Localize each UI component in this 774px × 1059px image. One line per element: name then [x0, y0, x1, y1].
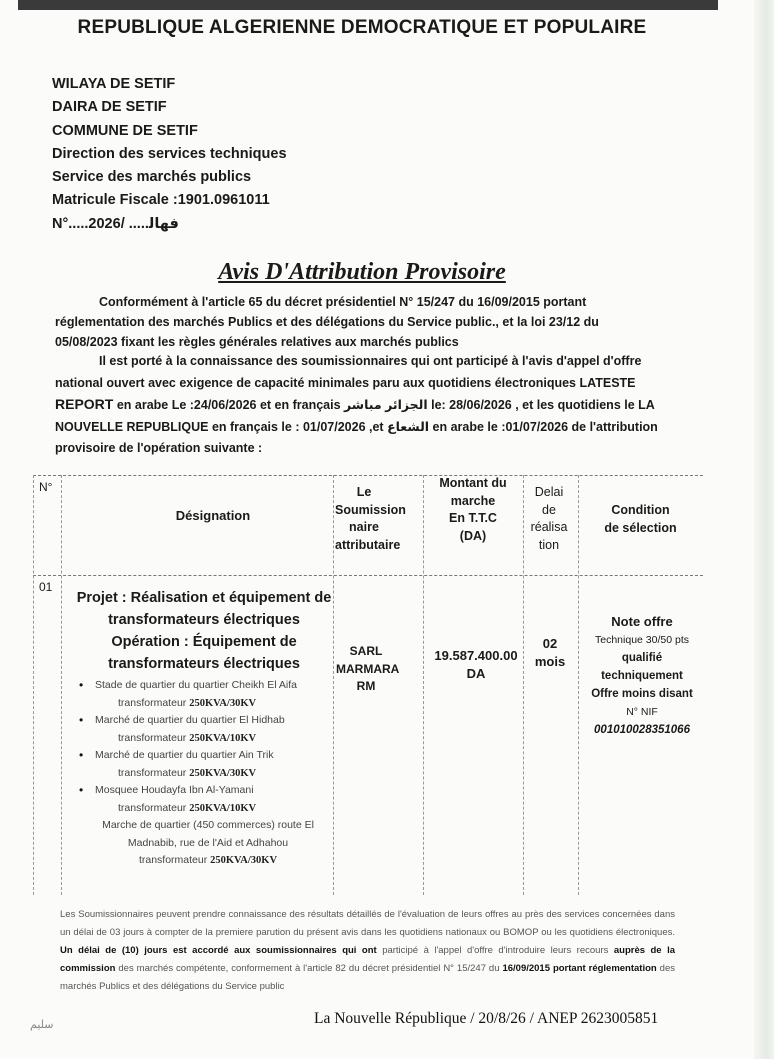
header-text: Le [356, 485, 372, 499]
condition-text: Offre moins disant [591, 688, 693, 700]
publication-source: La Nouvelle République / 20/8/26 / ANEP 2623005851 [314, 1010, 659, 1027]
reference-number: N°.....ﻓﻬﺎﻟ..... /2026 [52, 215, 179, 232]
header-text: attributaire [335, 537, 401, 552]
list-item: • Stade de quartier du quartier Cheikh El Aifa [73, 677, 335, 695]
header-number: N° [39, 480, 53, 494]
row-number: 01 [39, 580, 53, 594]
header-text: naire [349, 520, 379, 534]
header-text: Montant du [439, 476, 507, 490]
list-item: • Mosquee Houdayfa Ibn Al-Yamani [73, 782, 335, 800]
header-text: réalisa [530, 520, 568, 534]
intro-text: NOUVELLE REPUBLIQUE en français le : 01/07/2026 ,et [55, 419, 388, 434]
spec-prefix: transformateur [118, 766, 190, 779]
condition-text: qualifié [621, 652, 663, 664]
intro-line: national ouvert avec exigence de capacité minimales paru aux quotidiens électroniques LATESTE [55, 375, 636, 390]
matricule-line: Matricule Fiscale :1901.0961011 [52, 192, 270, 209]
intro-line: 05/08/2023 fixant les règles générales relatives aux marchés publics [55, 335, 459, 349]
issuer-block [52, 73, 287, 236]
footnote-text: des marchés Publics et des délégations du Service public [60, 963, 675, 992]
spec-prefix: transformateur [118, 731, 190, 744]
intro-line [55, 394, 675, 417]
operation-line: Opération : Équipement de [111, 634, 297, 650]
list-item: Marche de quartier (450 commerces) route El [102, 819, 314, 831]
condition-text: techniquement [601, 670, 683, 682]
operation-line: transformateurs électriques [108, 656, 300, 672]
condition-text: Technique 30/50 pts [595, 634, 689, 646]
header-soumissionnaire [335, 484, 406, 554]
delay-unit: mois [534, 653, 566, 669]
footnote [60, 906, 675, 996]
contractor-text: MARMARA [336, 661, 400, 676]
table-header-divider [33, 575, 703, 576]
amount-currency: DA [466, 665, 486, 681]
intro-text: le: 28/06/2026 , et les quotidiens le LA [427, 398, 655, 412]
contractor-text: RM [356, 679, 376, 693]
condition-text: N° NIF [626, 706, 658, 718]
footnote-text: participé à l'appel d'offre d'introduire leurs recours [376, 945, 614, 956]
spec-value: 250KVA/30KV [189, 767, 257, 779]
wilaya-line: WILAYA DE SETIF [52, 76, 176, 92]
list-item: Madnabib, rue de l'Aid et Adhahou [127, 836, 289, 849]
scan-top-bar [18, 0, 718, 10]
footnote-bold: 16/09/2015 portant réglementation [502, 963, 657, 974]
footnote-bold: auprès de la commission [60, 945, 675, 974]
row-designation [73, 587, 335, 870]
header-text: marche [450, 493, 496, 508]
intro-paragraph-2 [55, 351, 675, 460]
footnote-text: Les Soumissionnaires peuvent prendre connaissance des résultats détaillés de l'évaluation de leurs offres au près des services concernées dans un délai de 03 jours à compter de la premiere parution du présent avis dans les quotidiens nationaux ou BOMOP ou les quotidiens électroniques. [60, 909, 675, 938]
table-col-line [423, 475, 424, 895]
header-designation: Désignation [175, 508, 251, 523]
spec-prefix: transformateur [118, 696, 190, 709]
header-delai [525, 484, 573, 554]
header-montant [425, 475, 521, 545]
table-col-line [61, 475, 62, 895]
newspaper-name: REPORT [55, 396, 114, 412]
intro-text: en arabe le :01/07/2026 de l'attribution [429, 419, 658, 434]
site-list [73, 677, 335, 870]
transformer-spec [73, 730, 335, 748]
transformer-spec [73, 852, 335, 870]
table-border-top [33, 475, 703, 476]
spec-value: 250KVA/30KV [189, 697, 257, 709]
table-col-line [33, 475, 34, 895]
commune-line: COMMUNE DE SETIF [52, 122, 198, 139]
contractor-text: SARL [349, 644, 383, 658]
header-text: de [542, 502, 556, 517]
intro-line [55, 417, 675, 439]
header-text: Condition [611, 503, 670, 517]
transformer-spec [73, 765, 335, 783]
intro-line: provisoire de l'opération suivante : [55, 441, 263, 455]
row-montant [426, 647, 526, 682]
list-item: • Marché de quartier du quartier Ain Trik [73, 747, 335, 765]
table-col-line [578, 475, 579, 895]
attribution-table [33, 475, 703, 905]
amount-value: 19.587.400.00 [434, 648, 518, 663]
intro-text: en arabe Le :24/06/2026 et en français [113, 398, 345, 412]
header-condition [588, 502, 693, 537]
spec-prefix: transformateur [138, 854, 211, 866]
notice-title: Avis D'Attribution Provisoire [218, 259, 506, 285]
intro-line: Conformément à l'article 65 du décret présidentiel N° 15/247 du 16/09/2015 portant [99, 295, 587, 309]
arabic-newspaper-name: الجزائر مباشر [344, 398, 428, 412]
daira-line: DAIRA DE SETIF [52, 99, 167, 116]
row-delai [527, 635, 573, 670]
scan-right-edge [754, 0, 774, 1059]
header-text: de sélection [604, 520, 677, 535]
country-heading: REPUBLIQUE ALGERIENNE DEMOCRATIQUE ET POPULAIRE [77, 17, 647, 38]
header-text: Delai [534, 485, 564, 499]
header-text: tion [538, 537, 560, 552]
intro-line: réglementation des marchés Publics et des délégations du Service public., et la loi 23/12 du [55, 315, 599, 329]
row-condition [581, 613, 703, 739]
row-soumissionnaire [336, 643, 400, 696]
footnote-bold: Un délai de (10) jours est accordé aux soumissionnaires qui ont [60, 945, 377, 956]
transformer-spec [73, 695, 335, 713]
service-line: Service des marchés publics [52, 169, 252, 186]
intro-line: Il est porté à la connaissance des soumissionnaires qui ont participé à l'avis d'appel d'offre [99, 354, 642, 368]
table-col-line [523, 475, 524, 895]
spec-value: 250KVA/30KV [210, 855, 278, 866]
spec-value: 250KVA/10KV [189, 802, 257, 814]
header-text: En T.T.C [449, 511, 497, 525]
footnote-text: des marchés compétente, conformement à l'article 82 du décret présidentiel N° 15/247 du [115, 963, 503, 974]
arabic-newspaper-name: الشعاع [387, 419, 430, 434]
header-text: (DA) [459, 528, 487, 543]
scan-stamp: ﺳﻠﻴﻢ [30, 1019, 54, 1031]
nif-number: 001010028351066 [594, 724, 690, 736]
delay-value: 02 [542, 636, 558, 651]
list-item: • Marché de quartier du quartier El Hidhab [73, 712, 335, 730]
transformer-spec [73, 800, 335, 818]
spec-prefix: transformateur [118, 801, 190, 814]
spec-value: 250KVA/10KV [189, 732, 257, 744]
project-line: transformateurs électriques [108, 612, 300, 628]
intro-paragraph-1 [55, 292, 675, 352]
condition-text: Note offre [611, 614, 673, 629]
direction-line: Direction des services techniques [52, 145, 287, 162]
header-text: Soumission [335, 502, 406, 517]
project-line: Projet : Réalisation et équipement de [76, 590, 332, 606]
